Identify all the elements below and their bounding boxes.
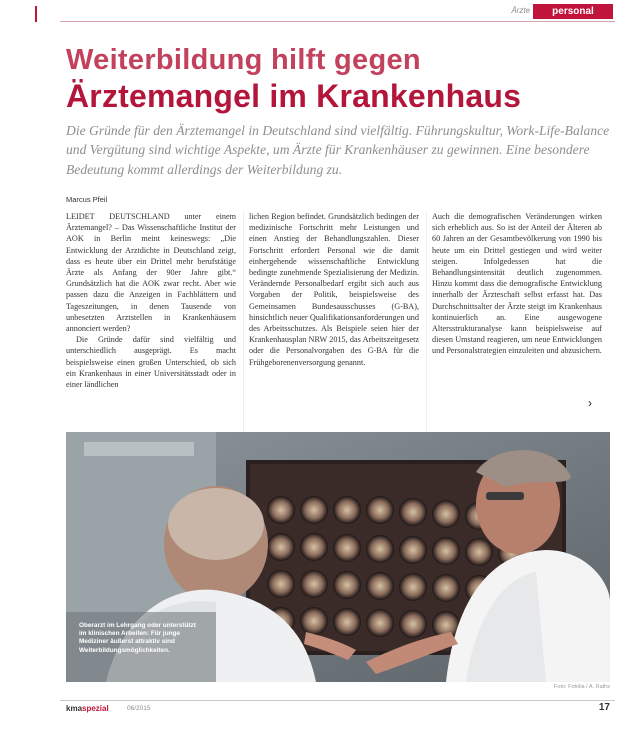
section-label: Ärzte bbox=[511, 6, 530, 15]
page-edge-mark bbox=[35, 6, 37, 22]
column-divider bbox=[243, 212, 244, 432]
section-badge: personal bbox=[533, 4, 613, 19]
header-rule bbox=[60, 21, 615, 22]
paragraph: Auch die demografischen Veränderungen wirken sich erheblich aus. So ist der Anteil der Älteren ab 60 Jahren an der Gesamtbevölkerung von 1990 bis heute um ein Drittel gestiegen und wird weiter steigen. Infolgedessen hat die Behandlungsintensität deutlich zugenommen. Hinzu kommt dass die demografische Entwicklung innerhalb der Ärzteschaft selbst erfasst hat. Das Durchschnittsalter der Ärzte steigt im Krankenhaus kontinuierlich an. Eine ausgewogene Altersstrukturanalyse kann beispielsweise auf diesen Umstand reagieren, um neue Entwicklungen und Personalstrategien einzuleiten und abzusichern. bbox=[432, 212, 602, 356]
article-title-line-1: Weiterbildung hilft gegen bbox=[66, 44, 421, 76]
article-author: Marcus Pfeil bbox=[66, 195, 108, 204]
photo-caption: Oberarzt im Lehrgang oder unterstützt im klinischen Arbeiten: Für junge Mediziner äußerst attraktiv sind Weiterbildungsmöglichkeiten. bbox=[79, 622, 196, 654]
article-column-1 bbox=[66, 211, 236, 390]
column-divider bbox=[426, 212, 427, 432]
article-column-3 bbox=[432, 211, 602, 357]
continue-arrow-icon: › bbox=[588, 396, 592, 410]
article-lead: Die Gründe für den Ärztemangel in Deutschland sind vielfältig. Führungskultur, Work-Life-Balance und Vergütung sind wichtige Aspekte, um Ärzte für Krankenhäuser zu gewinnen. Eine besondere Bedeutung kommt allerdings der Weiterbildung zu. bbox=[66, 123, 610, 177]
magazine-brand bbox=[66, 704, 109, 713]
photo-credit: Foto: Fotolia / A. Raths bbox=[554, 684, 610, 690]
brand-prefix: kma bbox=[66, 704, 83, 713]
paragraph: LEIDET DEUTSCHLAND unter einem Ärztemangel? – Das Wissenschaftliche Institut der AOK in Berlin meint keineswegs: „Die Entwicklung der Arztdichte in Deutschland zeigt, dass es heute über ein Drittel mehr berufstätige Ärzte als Anfang der 90er Jahre gibt.“ Grundsätzlich hat die AOK zwar recht. Aber wie passen dazu die Anzeigen in Fachblättern und Tageszeitungen, in denen Tausende von unbesetzten Arztstellen in Krankenhäusern annonciert werden? bbox=[66, 212, 236, 334]
issue-number: 06/2015 bbox=[127, 705, 151, 712]
page-number: 17 bbox=[598, 702, 610, 713]
article-column-2 bbox=[249, 211, 419, 368]
paragraph: lichen Region befindet. Grundsätzlich bedingen der medizinische Fortschritt mehr Leistungen und einen Anstieg der Behandlungszahlen. Dieser Fortschritt erfordert Personal wie die damit einhergehende wissenschaftliche Entwicklung bedingte zunehmende Spezialisierung der Medizin. Verändernde Personalbedarf ergibt sich auch aus Vorgaben der Politik, beispielsweise des Gemeinsamen Bundesausschusses (G-BA), hinsichtlich neuer Qualifikationsanforderungen und des Arbeitsschutzes. Als Beispiele seien hier der Krankenhausplan NRW 2015, das Arbeitszeitgesetz oder die Personalvorgaben des G-BA für die Frühgeborenenversorgung genannt. bbox=[249, 212, 419, 367]
article-title-line-2: Ärztemangel im Krankenhaus bbox=[66, 78, 522, 114]
brand-suffix: spezial bbox=[82, 704, 109, 713]
footer-rule bbox=[60, 700, 615, 701]
paragraph: Die Gründe dafür sind vielfältig und unterschiedlich ausgeprägt. Es macht beispielsweise einen großen Unterschied, ob sich ein Krankenhaus in einer Universitätsstadt oder in einer ländlichen bbox=[66, 335, 236, 390]
